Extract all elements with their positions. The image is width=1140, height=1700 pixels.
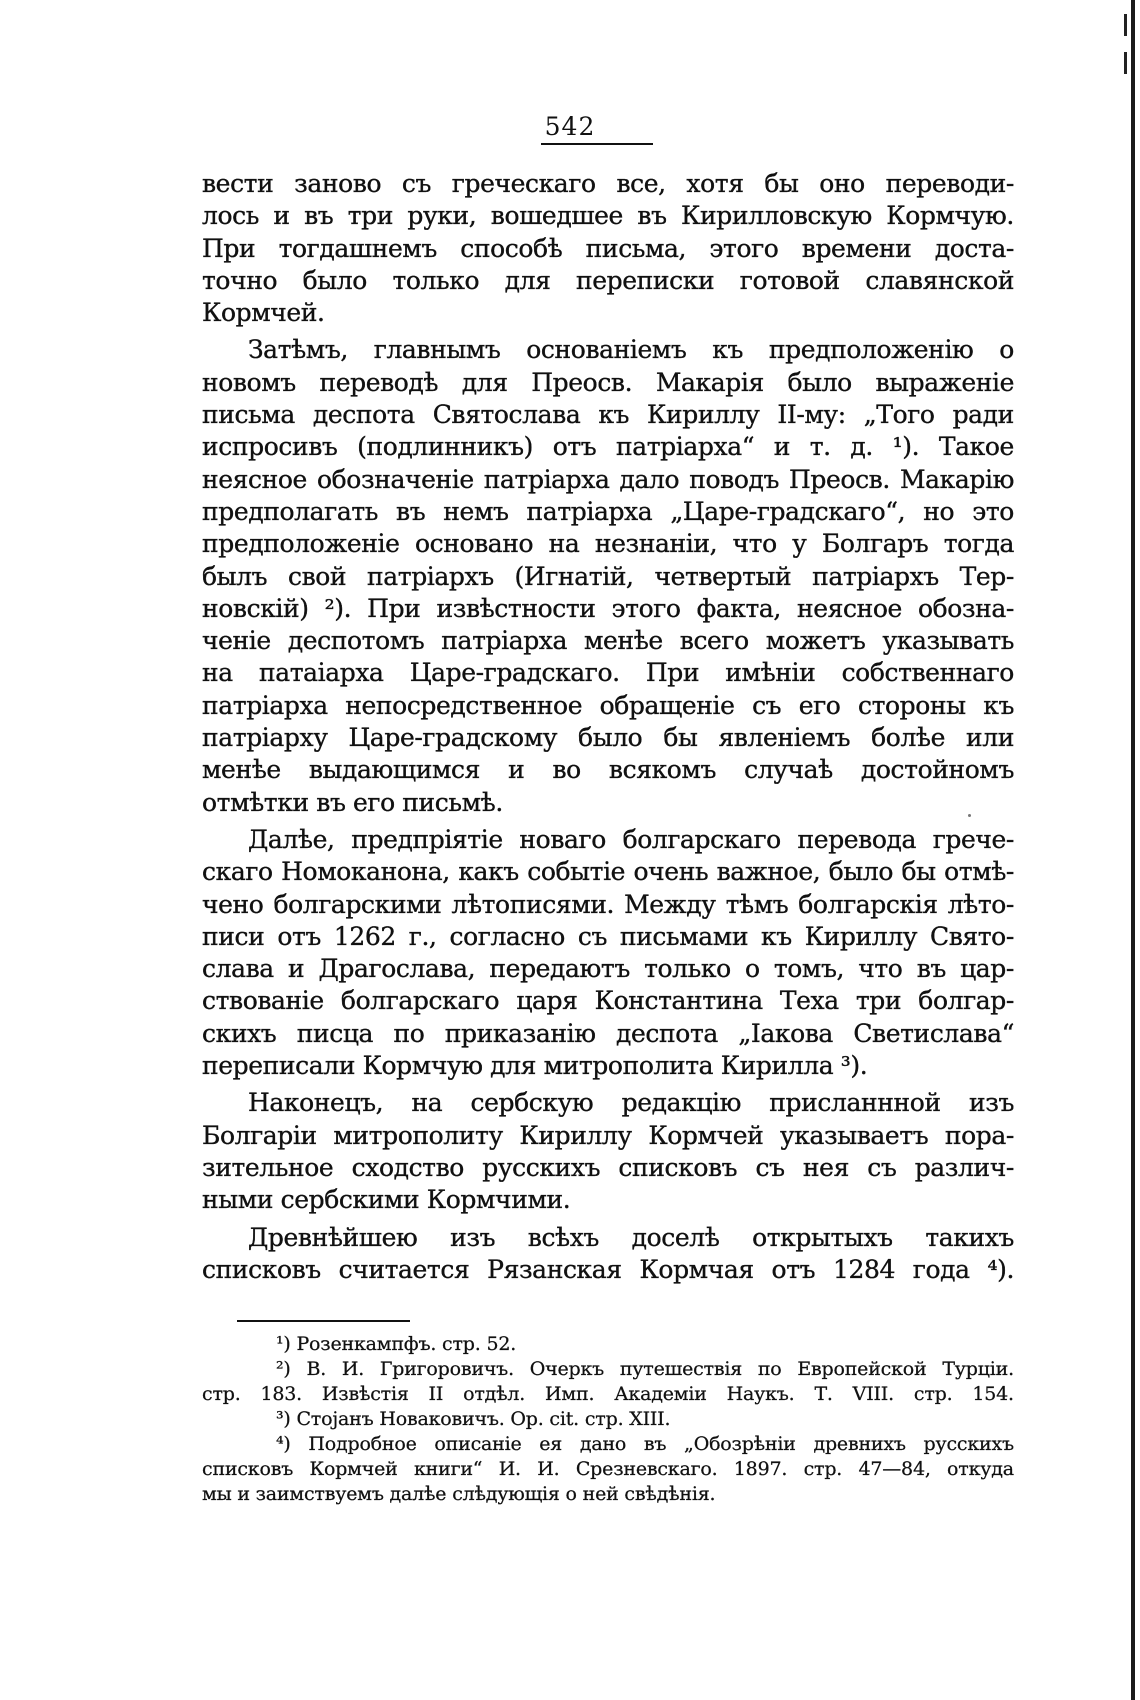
text-line: Далѣе, предпріятіе новаго болгарскаго перевода грече-	[248, 824, 1014, 854]
page-number-rule	[541, 143, 653, 145]
body-text	[202, 168, 1014, 1286]
text-line: неясное обозначеніе патріарха дало поводъ Преосв. Макарію	[202, 464, 1014, 494]
text-line: Кормчей.	[202, 298, 325, 328]
text-line: патріарху Царе-градскому было бы явленіемъ болѣе или	[202, 723, 1014, 753]
text-line: предполагать въ немъ патріарха „Царе-градскаго“, но это	[202, 496, 1014, 526]
footnote-line: ²) В. И. Григоровичъ. Очеркъ путешествія по Европейской Турціи.	[276, 1358, 1014, 1380]
page-number: 542	[544, 112, 596, 141]
text-line: испросивъ (подлинникъ) отъ патріарха“ и т. д. ¹). Такое	[202, 432, 1014, 462]
footnote-line: ⁴) Подробное описаніе ея дано въ „Обозрѣніи древнихъ русскихъ	[276, 1433, 1014, 1455]
text-line: предположеніе основано на незнаніи, что у Болгаръ тогда	[202, 529, 1014, 559]
text-line: лось и въ три руки, вошедшее въ Кирилловскую Кормчую.	[202, 201, 1014, 231]
edge-mark	[1124, 52, 1127, 74]
text-line: ствованіе болгарскаго царя Константина Теха три болгар-	[202, 986, 1014, 1016]
footnote-line: ³) Стојанъ Новаковичъ. Op. cit. стр. XIII.	[276, 1408, 671, 1430]
edge-mark	[1124, 14, 1127, 36]
text-line: скихъ писца по приказанію деспота „Іакова Светислава“	[202, 1018, 1014, 1048]
text-line: чено болгарскими лѣтописями. Между тѣмъ болгарскія лѣто-	[202, 889, 1014, 919]
text-line: Наконецъ, на сербскую редакцію присланнной изъ	[248, 1088, 1014, 1118]
footnote-line: мы и заимствуемъ далѣе слѣдующія о ней свѣдѣнія.	[202, 1483, 716, 1505]
text-line: При тогдашнемъ способѣ письма, этого времени доста-	[202, 233, 1014, 263]
text-line: патріарха непосредственное обращеніе съ его стороны къ	[202, 690, 1014, 720]
footnotes	[202, 1332, 1014, 1507]
text-line: на патаіарха Царе-градскаго. При имѣніи собственнаго	[202, 658, 1014, 688]
text-line: новомъ переводѣ для Преосв. Макарія было выраженіе	[202, 367, 1014, 397]
footnote-line: стр. 183. Извѣстія II отдѣл. Имп. Академіи Наукъ. Т. VIII. стр. 154.	[202, 1383, 1014, 1405]
text-line: менѣе выдающимся и во всякомъ случаѣ достойномъ	[202, 755, 1014, 785]
text-line: слава и Драгослава, передаютъ только о томъ, что въ цар-	[202, 954, 1014, 984]
text-line: вести заново съ греческаго все, хотя бы оно переводи-	[202, 169, 1014, 198]
page-edge-shadow	[1131, 0, 1135, 1700]
text-line: ченіе деспотомъ патріарха менѣе всего можетъ указывать	[202, 626, 1014, 656]
footnote-line: списковъ Кормчей книги“ И. И. Срезневскаго. 1897. стр. 47—84, откуда	[202, 1458, 1014, 1480]
footnote-rule	[237, 1320, 410, 1322]
text-line: писи отъ 1262 г., согласно съ письмами къ Кириллу Свято-	[202, 921, 1014, 951]
text-line: былъ свой патріархъ (Игнатій, четвертый патріархъ Тер-	[202, 561, 1014, 591]
footnote-line: ¹) Розенкампфъ. стр. 52.	[276, 1333, 517, 1355]
text-line: скаго Номоканона, какъ событіе очень важное, было бы отмѣ-	[202, 857, 1014, 887]
scan-speck	[968, 814, 971, 817]
text-line: отмѣтки въ его письмѣ.	[202, 787, 503, 817]
text-line: письма деспота Святослава къ Кириллу II-му: „Того ради	[202, 400, 1014, 430]
text-line: Болгаріи митрополиту Кириллу Кормчей указываетъ пора-	[202, 1120, 1014, 1150]
text-line: новскій) ²). При извѣстности этого факта, неясное обозна-	[202, 593, 1014, 623]
text-line: Древнѣйшею изъ всѣхъ доселѣ открытыхъ такихъ	[248, 1222, 1014, 1252]
text-line: точно было только для переписки готовой славянской	[202, 265, 1014, 295]
text-line: ными сербскими Кормчими.	[202, 1185, 571, 1215]
text-line: Затѣмъ, главнымъ основаніемъ къ предположенію о	[248, 335, 1014, 365]
text-line: зительное сходство русскихъ списковъ съ нея съ различ-	[202, 1152, 1014, 1182]
text-line: переписали Кормчую для митрополита Кирилла ³).	[202, 1051, 868, 1081]
text-line: списковъ считается Рязанская Кормчая отъ 1284 года ⁴).	[202, 1254, 1014, 1284]
